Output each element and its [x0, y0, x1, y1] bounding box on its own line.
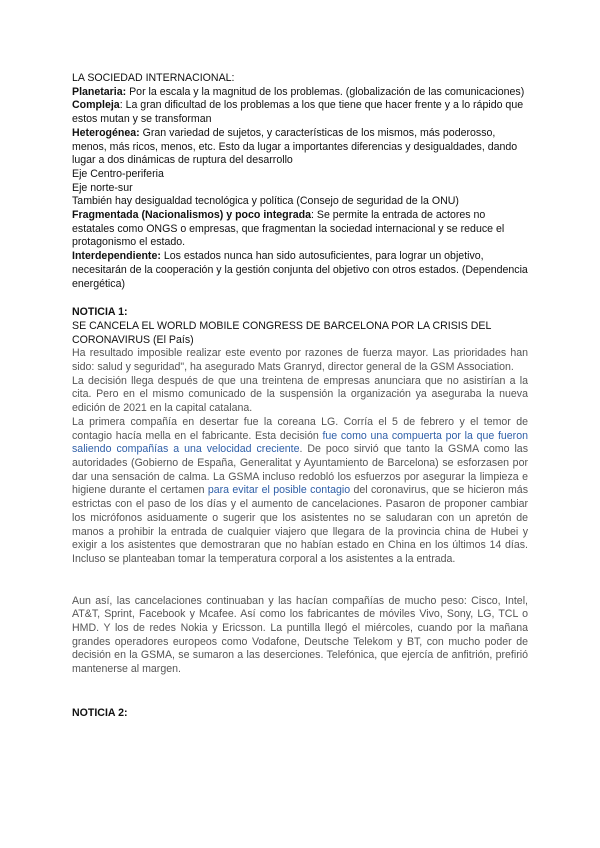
noticia1-paragraph-4: Aun así, las cancelaciones continuaban y las hacían compañías de mucho peso: Cisco, Intel, AT&T, Sprint, Facebook y Mcafee. Así como los fabricantes de móviles Vivo, Sony, LG, TCL o HMD. Y los de redes Nokia y Ericsson. La puntilla llegó el miércoles, cuando por la mañana grandes operadores europeos como Vodafone, Deutsche Telekom y BT, con mucho poder de decisión en la GSMA, se sumaron a las deserciones. Telefónica, que ejercía de anfitrión, prefirió mantenerse al margen.	[72, 594, 528, 676]
term-planetaria: Planetaria:	[72, 85, 127, 98]
noticia1-paragraph-2: La decisión llega después de que una treintena de empresas anunciara que no asistirían a la cita. Pero en el mismo comunicado de la suspensión la organización ya aseguraba la nueva edición de 2021 en la capital catalana.	[72, 374, 528, 415]
noticia1-title: SE CANCELA EL WORLD MOBILE CONGRESS DE BARCELONA POR LA CRISIS DEL CORONAVIRUS (El País)	[72, 319, 491, 346]
text-fragmentada: : Se permite la entrada de actores no estatales como ONGS o empresas, que fragmentan la sociedad internacional y se reduce el protagonismo el estado.	[72, 209, 505, 249]
p3-text-c: del coronavirus, que se hicieron más estrictas con el paso de los días y el aumento de cancelaciones. Pasaron de proponer cambiar los micrófonos asiduamente o sugerir que los asistentes no se saludaran con un apretón de manos a prohibir la entrada de cualquier viajero que llegara de la provincia china de Hubei y exigir a los asistentes que demostraran que no habían estado en China en los últimos 14 días. Incluso se planteaban tomar la temperatura corporal a los asistentes a la entrada.	[72, 484, 528, 565]
compuerta-link[interactable]: fue como una compuerta por la que fueron saliendo compañías a una velocidad creciente	[72, 429, 528, 456]
desigualdad-line: También hay desigualdad tecnológica y política (Consejo de seguridad de la ONU)	[72, 195, 459, 208]
noticia1-heading: NOTICIA 1:	[72, 306, 128, 319]
item-fragmentada	[72, 209, 528, 250]
contagio-link[interactable]: para evitar el posible contagio	[207, 484, 351, 497]
term-compleja: Compleja	[72, 99, 120, 112]
noticia1-paragraph-1: Ha resultado imposible realizar este evento por razones de fuerza mayor. Las prioridades han sido: salud y seguridad", ha asegurado Mats Granryd, director general de la GSM Association.	[72, 347, 528, 374]
text-interdependiente: Los estados nunca han sido autosuficientes, para lograr un objetivo, necesitarán de la cooperación y la gestión conjunta del objetivo con otros estados. (Dependencia energética)	[72, 250, 528, 290]
document-page	[72, 72, 528, 721]
item-heterogenea	[72, 127, 528, 168]
item-planetaria	[72, 86, 528, 100]
term-interdependiente: Interdependiente:	[72, 250, 161, 263]
item-interdependiente	[72, 250, 528, 291]
text-compleja: : La gran dificultad de los problemas a los que tiene que hacer frente y a lo rápido que estos mutan y se transforman	[72, 99, 524, 126]
text-heterogenea: Gran variedad de sujetos, y características de los mismos, más poderosso, menos, más ricos, menos, etc. Esto da lugar a importantes diferencias y desigualdades, dando lugar a dos dinámicas de ruptura del desarrollo	[72, 126, 518, 167]
noticia1-paragraph-3	[72, 416, 528, 567]
noticia2-heading: NOTICIA 2:	[72, 706, 128, 719]
eje-norte-sur: Eje norte-sur	[72, 181, 133, 194]
p3-text-a: La primera compañía en desertar fue la coreana LG. Corría el 5 de febrero y el temor de contagio hacía mella en el fabricante. Esta decisión	[72, 415, 528, 442]
term-fragmentada: Fragmentada (Nacionalismos) y poco integrada	[72, 209, 312, 222]
text-planetaria: Por la escala y la magnitud de los problemas. (globalización de las comunicaciones)	[126, 85, 525, 98]
term-heterogenea: Heterogénea:	[72, 126, 140, 139]
section-title: LA SOCIEDAD INTERNACIONAL:	[72, 72, 235, 84]
eje-centro-periferia: Eje Centro-periferia	[72, 167, 164, 180]
p3-text-b: . De poco sirvió que tanto la GSMA como las autoridades (Gobierno de España, Generalitat y Ayuntamiento de Barcelona) se esforzasen por dar una sensación de calma. La GSMA incluso redobló los esfuerzos por asegurar la limpieza e higiene durante el certamen	[72, 443, 528, 497]
item-compleja	[72, 99, 528, 126]
intro-section	[72, 72, 528, 291]
